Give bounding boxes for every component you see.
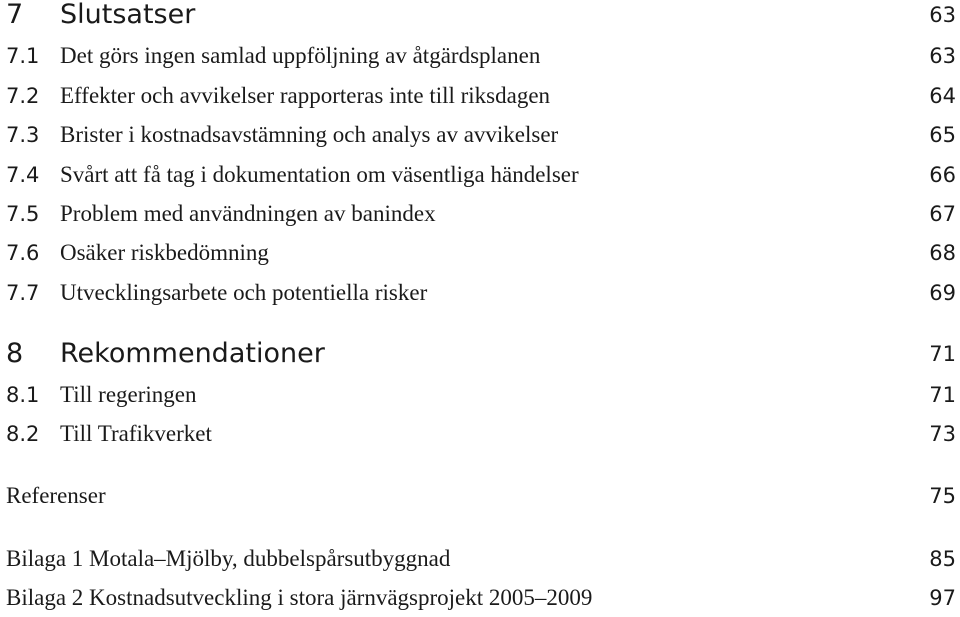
toc-page: 65 [929,123,956,147]
toc-section-8-2 [0,415,960,453]
toc-title: Effekter och avvikelser rapporteras inte till riksdagen [60,83,551,108]
toc-number: 7.3 [6,123,40,147]
toc-page: 75 [929,484,956,508]
toc-title: Slutsatser [60,0,196,30]
toc-section-7-7 [0,274,960,312]
toc-chapter-7 [0,0,960,34]
toc-title: Till Trafikverket [60,421,212,446]
toc-title: Svårt att få tag i dokumentation om väsentliga händelser [60,162,579,187]
toc-number: 7.1 [6,44,40,68]
toc-page: 67 [929,202,956,226]
toc-number: 7.2 [6,84,40,108]
toc-number: 8.2 [6,422,40,446]
toc-page: 63 [929,44,956,68]
toc-page: 63 [929,3,956,27]
toc-section-7-5 [0,195,960,233]
toc-number: 7 [6,0,24,30]
toc-number: 7.5 [6,202,40,226]
toc-title: Bilaga 2 Kostnadsutveckling i stora järnvägsprojekt 2005–2009 [6,585,593,610]
toc-number: 7.4 [6,163,40,187]
toc-title: Till regeringen [60,382,197,407]
toc-page: 97 [929,586,956,610]
toc-appendix-1 [0,540,960,578]
toc-page: 69 [929,281,956,305]
toc-title: Problem med användningen av banindex [60,201,436,226]
toc-chapter-8 [0,335,960,373]
toc-number: 8.1 [6,383,40,407]
toc-title: Referenser [6,483,106,508]
toc-number: 7.6 [6,241,40,265]
toc-references [0,477,960,515]
toc-page: 71 [929,383,956,407]
toc-page: 71 [929,342,956,366]
toc-title: Brister i kostnadsavstämning och analys av avvikelser [60,122,559,147]
toc-section-7-1 [0,37,960,75]
toc-title: Osäker riskbedömning [60,240,269,265]
toc-page: 66 [929,163,956,187]
toc-section-7-6 [0,234,960,272]
toc-section-7-4 [0,156,960,194]
toc-title: Rekommendationer [60,338,325,369]
toc-page: 64 [929,84,956,108]
toc-title: Det görs ingen samlad uppföljning av åtgärdsplanen [60,43,541,68]
toc-appendix-2 [0,579,960,617]
toc-title: Utvecklingsarbete och potentiella risker [60,280,428,305]
toc-title: Bilaga 1 Motala–Mjölby, dubbelspårsutbyggnad [6,546,451,571]
toc-section-8-1 [0,376,960,414]
toc-number: 8 [6,338,24,369]
toc-page: 68 [929,241,956,265]
toc-section-7-3 [0,116,960,154]
toc-section-7-2 [0,77,960,115]
toc-page: 85 [929,547,956,571]
toc-page: 73 [929,422,956,446]
toc-number: 7.7 [6,281,40,305]
